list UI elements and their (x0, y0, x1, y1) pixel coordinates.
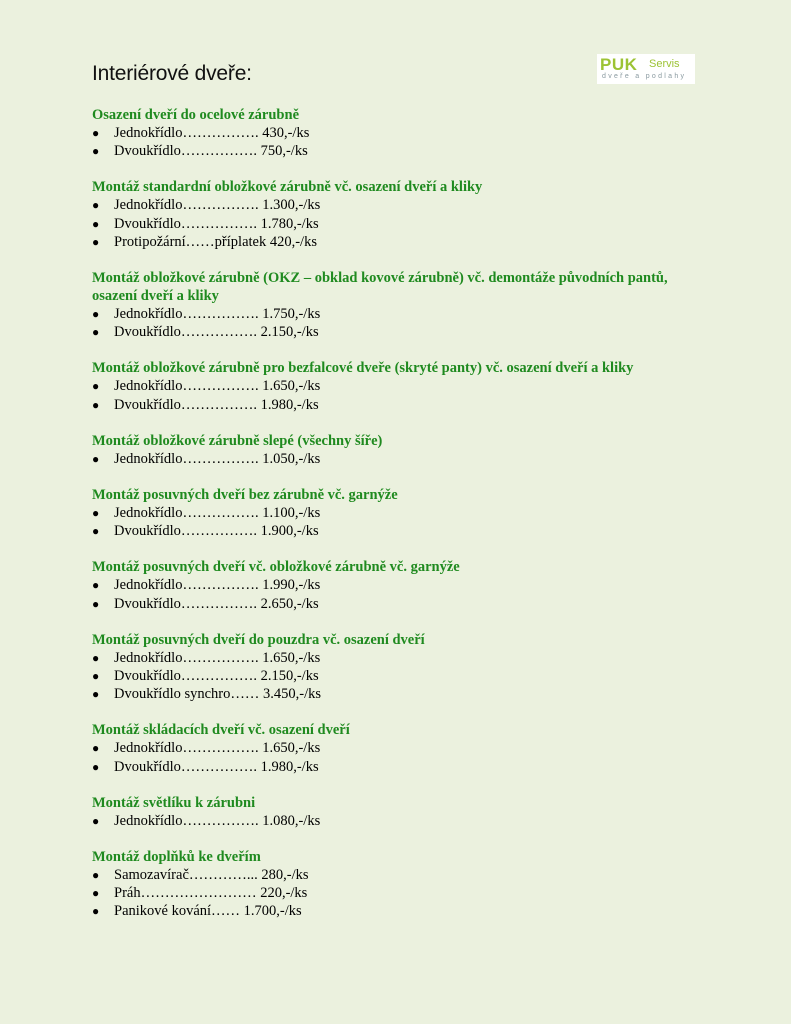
list-item (92, 595, 712, 613)
price-list-items (92, 377, 712, 413)
price-section (92, 794, 712, 830)
list-item (92, 504, 712, 522)
item-text: Dvoukřídlo……………. 2.150,-/ks (114, 668, 319, 685)
section-heading: Montáž obložkové zárubně slepé (všechny šíře) (92, 432, 383, 449)
list-item (92, 450, 712, 468)
price-list-items (92, 450, 712, 468)
price-list-items (92, 124, 712, 160)
list-item (92, 576, 712, 594)
item-text: Dvoukřídlo……………. 1.980,-/ks (114, 758, 319, 775)
bullet-icon: ● (92, 234, 100, 249)
price-list-items (92, 739, 712, 775)
bullet-icon: ● (92, 868, 100, 883)
list-item (92, 739, 712, 757)
price-section (92, 359, 712, 413)
bullet-icon: ● (92, 741, 100, 756)
company-logo (597, 54, 695, 84)
bullet-icon: ● (92, 578, 100, 593)
section-heading: Montáž obložkové zárubně pro bezfalcové dveře (skryté panty) vč. osazení dveří a kliky (92, 360, 634, 377)
item-text: Dvoukřídlo……………. 1.980,-/ks (114, 396, 319, 413)
bullet-icon: ● (92, 216, 100, 231)
price-list-items (92, 305, 712, 341)
price-section (92, 269, 712, 341)
section-heading: Montáž posuvných dveří bez zárubně vč. garnýže (92, 487, 398, 504)
item-text: Jednokřídlo……………. 1.990,-/ks (114, 577, 321, 594)
list-item (92, 323, 712, 341)
item-text: Jednokřídlo……………. 430,-/ks (114, 125, 310, 141)
price-section (92, 486, 712, 540)
list-item (92, 649, 712, 667)
price-list (92, 106, 712, 939)
item-text: Jednokřídlo……………. 1.100,-/ks (114, 505, 321, 522)
bullet-icon: ● (92, 307, 100, 322)
list-item (92, 215, 712, 233)
bullet-icon: ● (92, 904, 100, 919)
item-text: Jednokřídlo……………. 1.650,-/ks (114, 378, 321, 395)
bullet-icon: ● (92, 198, 100, 213)
item-text: Dvoukřídlo……………. 750,-/ks (114, 143, 308, 160)
bullet-icon: ● (92, 325, 100, 340)
bullet-icon: ● (92, 596, 100, 611)
bullet-icon: ● (92, 687, 100, 702)
bullet-icon: ● (92, 397, 100, 412)
page-title: Interiérové dveře: (92, 62, 252, 85)
price-section (92, 721, 712, 775)
bullet-icon: ● (92, 759, 100, 774)
section-heading: Montáž skládacích dveří vč. osazení dveří (92, 722, 350, 739)
price-list-items (92, 812, 712, 830)
item-text: Jednokřídlo……………. 1.050,-/ks (114, 450, 321, 467)
item-text: Dvoukřídlo……………. 1.900,-/ks (114, 523, 319, 540)
item-text: Dvoukřídlo……………. 2.150,-/ks (114, 324, 319, 341)
logo-tagline: dveře a podlahy (602, 73, 687, 80)
item-text: Samozavírač…………... 280,-/ks (114, 867, 309, 884)
list-item (92, 812, 712, 830)
bullet-icon: ● (92, 144, 100, 159)
section-heading: Montáž posuvných dveří do pouzdra vč. osazení dveří (92, 631, 425, 648)
logo-suffix: Servis (649, 58, 680, 70)
section-heading: Montáž posuvných dveří vč. obložkové zárubně vč. garnýže (92, 559, 460, 576)
price-section (92, 631, 712, 704)
price-list-items (92, 649, 712, 704)
bullet-icon: ● (92, 524, 100, 539)
item-text: Protipožární……příplatek 420,-/ks (114, 233, 317, 250)
price-section (92, 432, 712, 468)
list-item (92, 884, 712, 902)
list-item (92, 124, 712, 142)
logo-brand: PUK (600, 55, 638, 74)
list-item (92, 667, 712, 685)
item-text: Jednokřídlo……………. 1.080,-/ks (114, 812, 321, 829)
bullet-icon: ● (92, 451, 100, 466)
item-text: Dvoukřídlo……………. 2.650,-/ks (114, 595, 319, 612)
price-section (92, 848, 712, 921)
item-text: Práh…………………… 220,-/ks (114, 885, 308, 902)
price-section (92, 178, 712, 251)
list-item (92, 902, 712, 920)
bullet-icon: ● (92, 126, 100, 140)
section-heading: Montáž doplňků ke dveřím (92, 849, 261, 866)
price-list-items (92, 866, 712, 921)
bullet-icon: ● (92, 379, 100, 394)
section-heading: Montáž standardní obložkové zárubně vč. osazení dveří a kliky (92, 179, 483, 196)
price-list-items (92, 504, 712, 540)
price-section (92, 558, 712, 612)
section-heading: Osazení dveří do ocelové zárubně (92, 107, 300, 123)
item-text: Dvoukřídlo……………. 1.780,-/ks (114, 215, 319, 232)
bullet-icon: ● (92, 506, 100, 521)
price-list-items (92, 196, 712, 251)
item-text: Jednokřídlo……………. 1.650,-/ks (114, 649, 321, 666)
item-text: Jednokřídlo……………. 1.750,-/ks (114, 306, 321, 323)
bullet-icon: ● (92, 650, 100, 665)
list-item (92, 305, 712, 323)
item-text: Panikové kování…… 1.700,-/ks (114, 903, 302, 920)
list-item (92, 233, 712, 251)
list-item (92, 377, 712, 395)
item-text: Jednokřídlo……………. 1.300,-/ks (114, 197, 321, 214)
price-section (92, 106, 712, 160)
list-item (92, 685, 712, 703)
list-item (92, 142, 712, 160)
list-item (92, 196, 712, 214)
bullet-icon: ● (92, 669, 100, 684)
section-heading: Montáž obložkové zárubně (OKZ – obklad kovové zárubně) vč. demontáže původních pantů, osazení dveří a kliky (92, 270, 668, 305)
list-item (92, 866, 712, 884)
item-text: Jednokřídlo……………. 1.650,-/ks (114, 740, 321, 757)
list-item (92, 758, 712, 776)
bullet-icon: ● (92, 813, 100, 828)
list-item (92, 396, 712, 414)
bullet-icon: ● (92, 886, 100, 901)
section-heading: Montáž světlíku k zárubni (92, 794, 256, 811)
price-list-items (92, 576, 712, 612)
item-text: Dvoukřídlo synchro…… 3.450,-/ks (114, 686, 322, 703)
list-item (92, 522, 712, 540)
